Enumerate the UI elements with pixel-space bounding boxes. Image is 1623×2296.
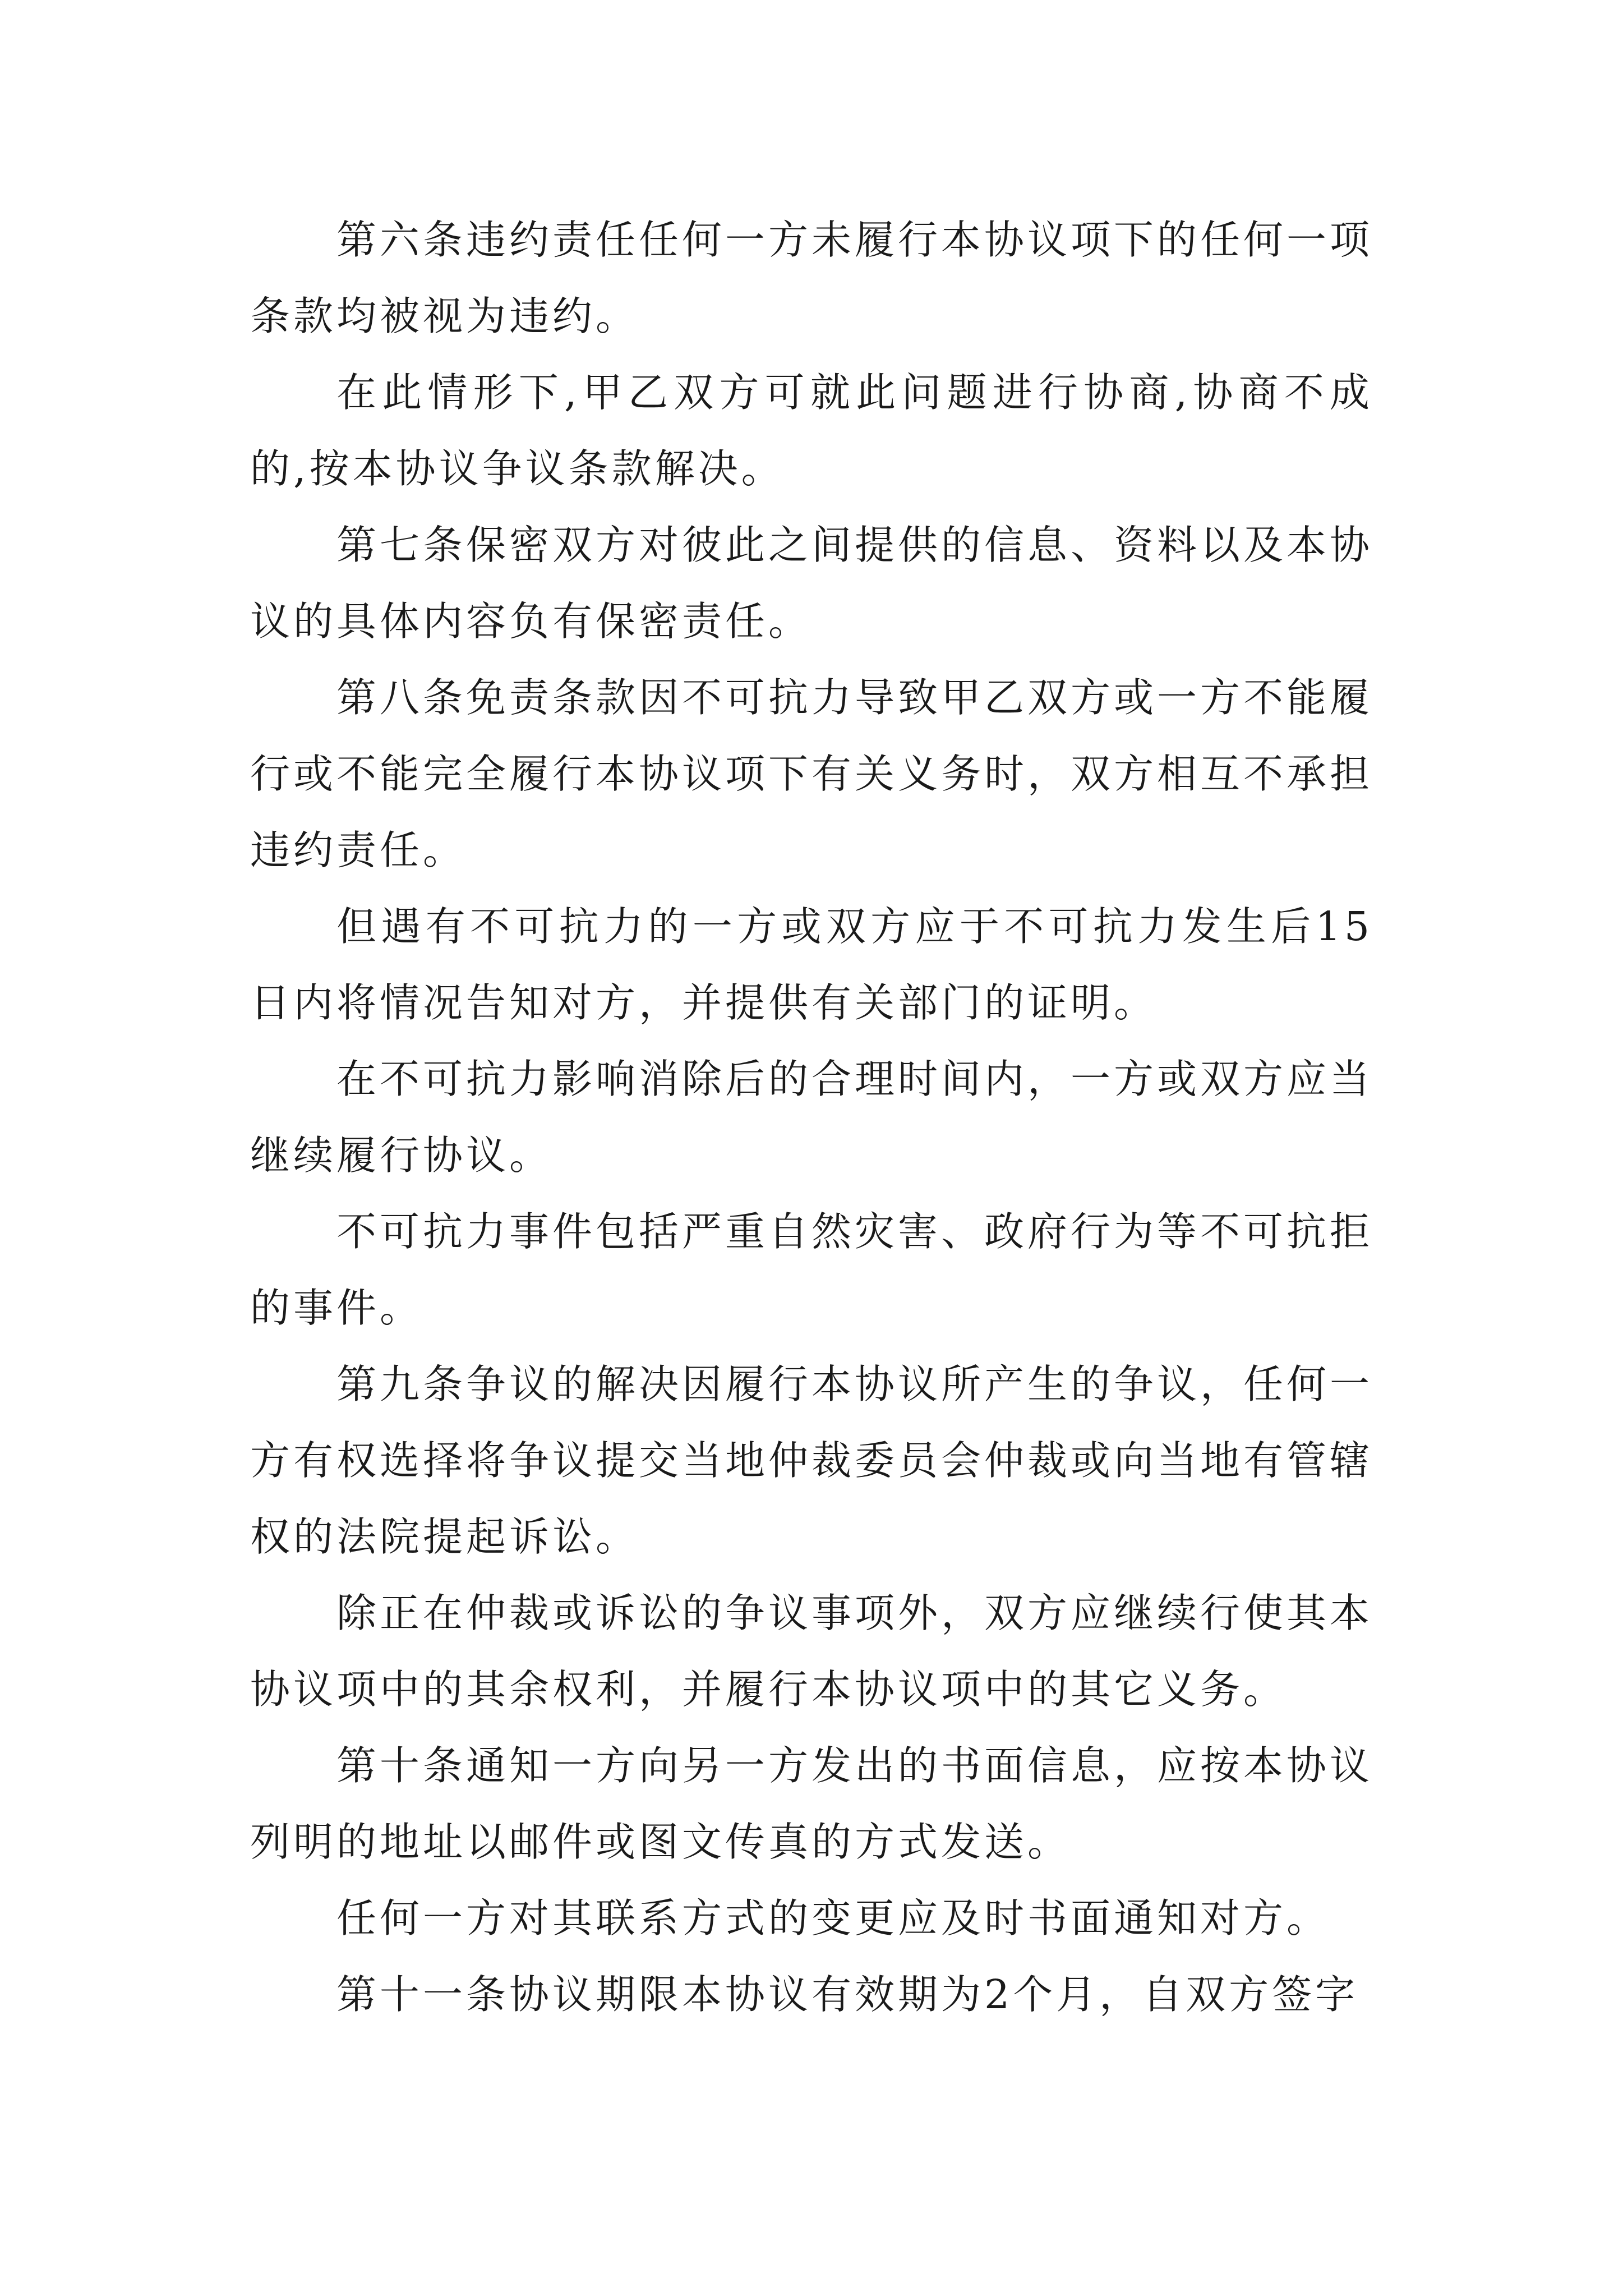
paragraph-negotiation: 在此情形下,甲乙双方可就此问题进行协商,协商不成的,按本协议争议条款解决。 — [250, 369, 1373, 492]
paragraph-contact-change: 任何一方对其联系方式的变更应及时书面通知对方。 — [336, 1895, 1330, 1941]
paragraph-article-10-notice: 第十条通知一方向另一方发出的书面信息，应按本协议列明的地址以邮件或图文传真的方式发送。 — [250, 1742, 1373, 1865]
paragraph-article-6-liability: 第六条违约责任任何一方未履行本协议项下的任何一项条款均被视为违约。 — [250, 217, 1373, 339]
paragraph-remaining-rights: 除正在仲裁或诉讼的争议事项外，双方应继续行使其本协议项中的其余权利，并履行本协议项中的其它义务。 — [250, 1590, 1373, 1713]
paragraph-force-majeure-events: 不可抗力事件包括严重自然灾害、政府行为等不可抗拒的事件。 — [250, 1208, 1373, 1331]
paragraph-article-8-force-majeure: 第八条免责条款因不可抗力导致甲乙双方或一方不能履行或不能完全履行本协议项下有关义务时，双方相互不承担违约责任。 — [250, 674, 1373, 873]
document-body — [250, 202, 1373, 2033]
paragraph-article-11-term: 第十一条协议期限本协议有效期为2个月，自双方签字 — [336, 1971, 1359, 2018]
paragraph-continue-performance: 在不可抗力影响消除后的合理时间内，一方或双方应当继续履行协议。 — [250, 1056, 1373, 1179]
paragraph-article-7-confidentiality: 第七条保密双方对彼此之间提供的信息、资料以及本协议的具体内容负有保密责任。 — [250, 522, 1373, 645]
paragraph-article-9-disputes: 第九条争议的解决因履行本协议所产生的争议，任何一方有权选择将争议提交当地仲裁委员会仲裁或向当地有管辖权的法院提起诉讼。 — [250, 1361, 1373, 1560]
paragraph-force-majeure-notice: 但遇有不可抗力的一方或双方应于不可抗力发生后15日内将情况告知对方，并提供有关部门的证明。 — [250, 903, 1373, 1026]
